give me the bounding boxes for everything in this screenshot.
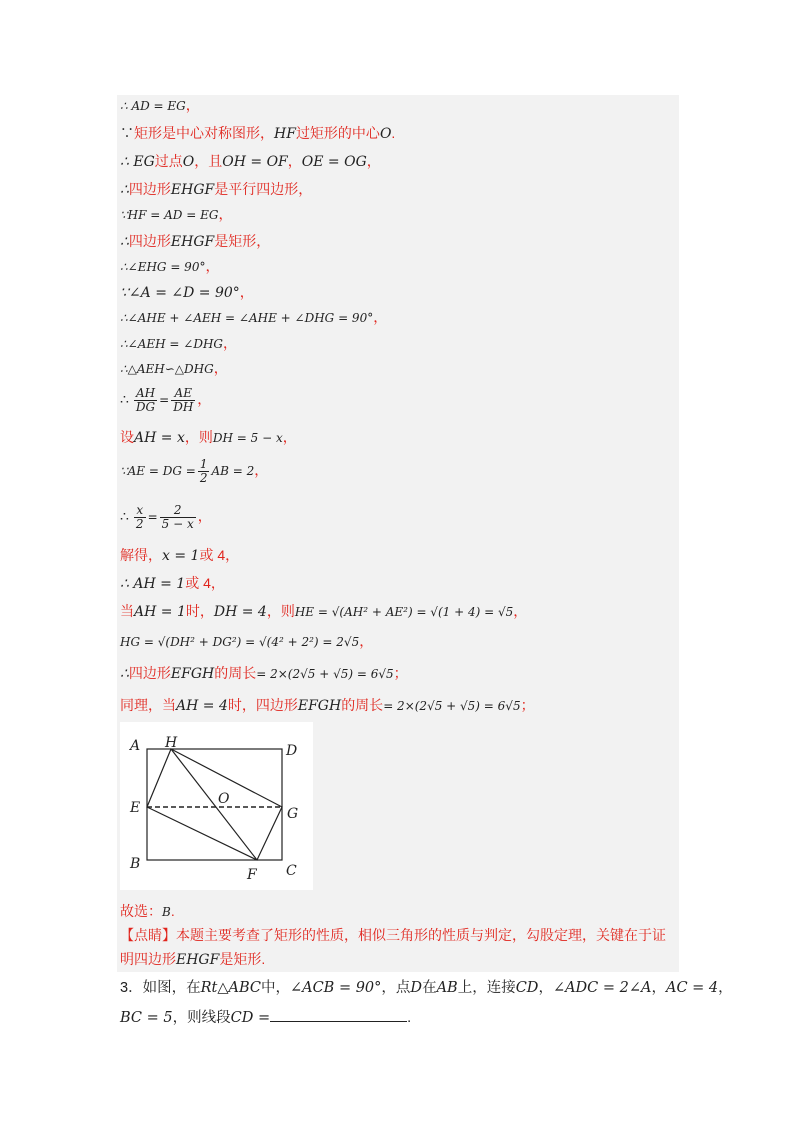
label-D: D: [286, 743, 298, 759]
solution-line-1: ∴ AD = EG，: [120, 97, 200, 113]
comment-line-1: 【点睛】本题主要考查了矩形的性质，相似三角形的性质与判定，勾股定理，关键在于证: [120, 927, 666, 943]
solution-line-2: ∵矩形是中心对称图形，HF过矩形的中心O.: [120, 125, 396, 142]
solution-line-21: 同理，当AH = 4时，四边形EFGH的周长= 2×(2√5 + √5) = 6√5；: [120, 697, 535, 714]
answer-line: 故选：B.: [120, 903, 175, 919]
geometry-figure: [120, 722, 313, 890]
solution-line-17: ∴ AH = 1或 4，: [120, 575, 225, 592]
solution-line-7: ∴∠EHG = 90°，: [120, 258, 220, 274]
solution-line-13: 设AH = x，则DH = 5 − x，: [120, 429, 297, 446]
label-H: H: [165, 735, 178, 751]
solution-line-20: ∴四边形EFGH的周长= 2×(2√5 + √5) = 6√5；: [120, 665, 408, 682]
label-E: E: [130, 800, 141, 816]
solution-line-6: ∴四边形EHGF是矩形，: [120, 233, 271, 250]
rectangle-diagram: [120, 722, 313, 890]
solution-line-15: ∴ $\frac{x}{2}$ = $\frac{2}{5 - x}$ ，: [120, 502, 212, 531]
answer-blank[interactable]: [270, 1009, 407, 1022]
label-O: O: [218, 791, 230, 807]
comment-line-2: 明四边形EHGF是矩形.: [120, 951, 266, 968]
fraction-ae-dh: $\frac{AE}{DH}$: [173, 385, 194, 414]
fraction-x-2: $\frac{x}{2}$: [135, 502, 144, 531]
fraction-ah-dg: $\frac{AH}{DG}$: [135, 385, 156, 414]
fraction-one-half: $\frac{1}{2}$: [199, 456, 208, 485]
label-F: F: [247, 867, 257, 883]
question-3-line-2: BC = 5，则线段CD = .: [120, 1010, 412, 1026]
solution-line-11: ∴△AEH∽△DHG，: [120, 360, 228, 376]
label-B: B: [130, 856, 141, 872]
solution-line-9: ∴∠AHE + ∠AEH = ∠AHE + ∠DHG = 90°，: [120, 309, 388, 325]
label-G: G: [287, 806, 299, 822]
solution-line-8: ∵∠A = ∠D = 90°，: [120, 284, 254, 301]
solution-line-18: 当AH = 1时，DH = 4，则HE = √(AH² + AE²) = √(1 + 4) = √5，: [120, 603, 528, 620]
solution-line-3: ∴ EG过点O，且OH = OF，OE = OG，: [120, 153, 381, 170]
label-A: A: [130, 738, 141, 754]
solution-line-19: HG = √(DH² + DG²) = √(4² + 2²) = 2√5，: [120, 633, 374, 649]
question-3-line-1: 3．如图，在Rt△ABC中，∠ACB = 90°，点D在AB上，连接CD，∠ADC = 2∠A，AC = 4，: [120, 980, 733, 996]
solution-line-12: ∴ $\frac{AH}{DG}$ = $\frac{AE}{DH}$ ，: [120, 385, 212, 414]
fraction-2-5-minus-x: $\frac{2}{5 - x}$: [161, 502, 194, 531]
solution-line-10: ∴∠AEH = ∠DHG，: [120, 335, 237, 351]
solution-line-16: 解得，x = 1或 4，: [120, 547, 240, 564]
solution-line-14: ∵AE = DG = $\frac{1}{2}$ AB = 2，: [120, 456, 269, 485]
label-C: C: [286, 863, 297, 879]
solution-line-5: ∵HF = AD = EG，: [120, 206, 233, 222]
solution-line-4: ∴四边形EHGF是平行四边形，: [120, 181, 313, 198]
